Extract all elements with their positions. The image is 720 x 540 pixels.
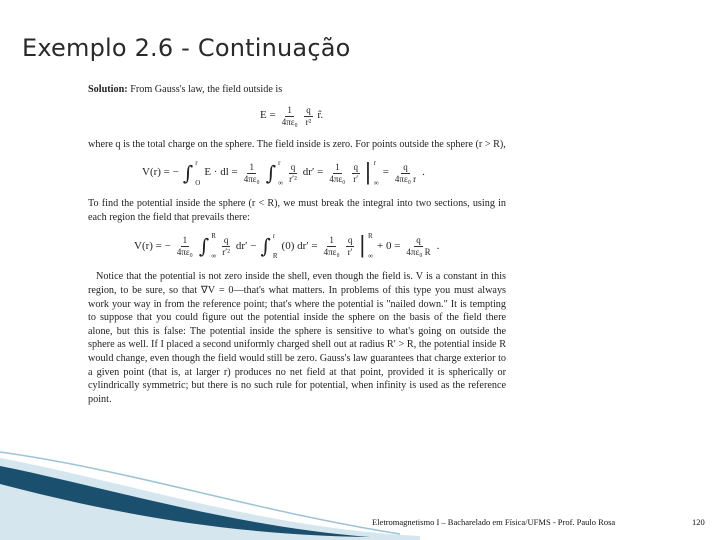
integral-sign: ∫: [265, 161, 277, 186]
paragraph-notice: Notice that the potential is not zero inside the shell, even though the field is. V is a constant in this region, to be sure, so that ∇V = 0—that's what matters. In problems of this type you must always work your way in from the reference point; that's where the potential is "nailed down." It is tempting to suppose that you could figure out the potential inside the sphere on the basis of the field there alone, but this is false: The potential inside the sphere is sensitive to what's going on outside the sphere as well. If I placed a second uniformly charged shell out at radius R′ > R, the potential inside R would change, even though the field would still be zero. Gauss's law guarantees that charge exterior to a given point (that is, at larger r) produces no net field at that point, provided it is spherically or cylindrically symmetric; but there is no such rule for potential, when infinity is used as the reference point.: [88, 271, 506, 405]
evaluation-bar: |: [358, 233, 366, 259]
integral-sign: ∫: [198, 234, 210, 259]
eq1-unit-vector: r̂.: [317, 109, 324, 122]
paragraph-inside-sphere: To find the potential inside the sphere (r < R), we must break the integral into two sections, using in each region the field that prevails there:: [88, 198, 506, 223]
equation-potential-inside: V(r) = − $\frac{1}{\text{4πε₀}}$ ∫ R ∞ $\frac{q}{\text{r′²}}$ dr′ − ∫ r R (0) dr′ = $\frac{1}{\text{4πε₀}}$ $\frac{q}{r'}$ | R ∞ + 0 = $\frac{q}{\text{4πε₀ R}}$ .: [134, 232, 440, 261]
solution-label: Solution:: [88, 84, 128, 95]
eq1-lhs: E =: [260, 109, 276, 122]
equation-potential-outside: V(r) = − ∫ r O E · dl = $\frac{1}{\text{4πε₀}}$ ∫ r ∞ $\frac{q}{\text{r′²}}$ dr′ = $\frac{1}{\text{4πε₀}}$ $\frac{q}{r'}$ | r ∞ = $\frac{q}{\text{4πε₀ r}}$ .: [142, 159, 425, 188]
paragraph-outside-sphere: where q is the total charge on the sphere. The field inside is zero. For points outside the sphere (r > R),: [88, 138, 506, 150]
slide-title: Exemplo 2.6 - Continuação: [22, 34, 351, 62]
eq1-charge-ratio: $\frac{q}{\text{r²}}$: [305, 104, 312, 127]
textbook-excerpt: [88, 83, 506, 406]
integral-sign: ∫: [260, 234, 271, 259]
integral-sign: ∫: [182, 161, 194, 186]
equation-field-outside: [260, 105, 506, 128]
page-number: 120: [692, 517, 705, 527]
solution-intro: [88, 83, 506, 97]
eq1-coefficient: $\frac{1}{\text{4πε₀}}$: [281, 104, 298, 127]
solution-intro-text: From Gauss's law, the field outside is: [130, 84, 283, 95]
evaluation-bar: |: [364, 160, 372, 186]
footer-course-info: Eletromagnetismo I – Bacharelado em Física/UFMS - Prof. Paulo Rosa: [372, 517, 616, 527]
